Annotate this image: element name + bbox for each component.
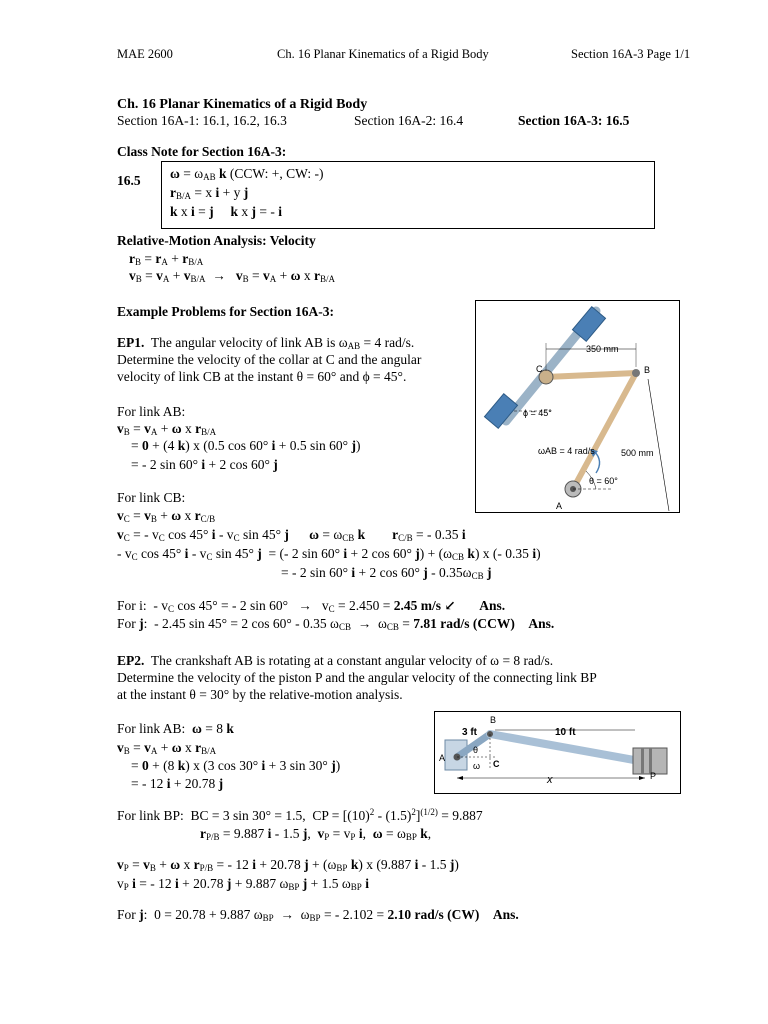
ep2-ab-eq2: = 0 + (8 k) x (3 cos 30° i + 3 sin 30° j) <box>131 758 341 773</box>
ep1-fig-label-a: A <box>556 501 563 511</box>
ep1-cb-eq3: - $v_C$ cos 45° i - $v_C$ sin 45° j = (- 2 sin 60° i + 2 cos 60° $j) + (\omega_{CB}$ k) x (- 0.35 i) <box>117 546 541 562</box>
ep1-fig-dim-500: 500 mm <box>621 448 654 458</box>
note-omega-line: $\omega = \omega_{AB}$ k (CCW: +, CW: -) <box>170 166 324 182</box>
ep1-line3: velocity of link CB at the instant θ = 60° and ϕ = 45°. <box>117 369 407 384</box>
ep1-cb-eq4: = - 2 sin 60° i + 2 cos 60° j - $0.35\omega_{CB}$ j <box>281 565 492 581</box>
ep1-cb-eq1: $v_C = v_B + \omega$ x $r_{C/B}$ <box>117 508 216 524</box>
rb-eq: $r_B = r_A + r_{B/A}$ <box>129 251 204 267</box>
header-left: MAE 2600 <box>117 47 173 61</box>
note-cross-line: k x i = j k x j = - i <box>170 204 283 219</box>
ep2-bp-line1: For link BP: BC = 3 sin 30° = 1.5, CP = $[(10)^2 - (1.5)^2]^{(1/2)} = 9.887$ <box>117 807 483 823</box>
vb-eq: $v_B = v_A + v_{B/A} \to v_B = v_A + \omega$ x $r_{B/A}$ <box>129 268 336 284</box>
ep1-answer-vc: 2.45 m/s <box>393 598 441 613</box>
header-right: Section 16A-3 Page 1/1 <box>571 47 691 61</box>
ep1-for-ab: For link AB: <box>117 404 186 419</box>
ep1-for-i: For i: - $v_C$ cos 45° = - 2 $\sin 60^\circ \to v_C = 2.450 = 2.45$ m/s ↙ Ans. <box>117 598 506 614</box>
ep2-line3: at the instant θ = 30° by the relative-motion analysis. <box>117 687 403 702</box>
ep1-fig-phi: ϕ = 45° <box>523 408 552 418</box>
ep1-figure <box>475 300 680 513</box>
note-rba-line: $r_{B/A} = x$ i + y j <box>170 185 249 201</box>
relative-motion-title: Relative-Motion Analysis: Velocity <box>117 233 316 248</box>
ep2-ab-eq1: $v_B = v_A + \omega$ x $r_{B/A}$ <box>117 740 217 756</box>
ep1-fig-dim-350: 350 mm <box>586 344 619 354</box>
ep1-ab-eq1: $v_B = v_A + \omega$ x $r_{B/A}$ <box>117 421 217 437</box>
ep1-for-j: For j: - 2.45 sin 45° = 2 cos 60° - 0.35 $\omega_{CB} \to \omega_{CB} = 7.81$ rad/s (CCW) Ans. <box>117 616 555 632</box>
ep2-for-ab: For link AB: ω = 8 k <box>117 721 234 736</box>
chapter-title: Ch. 16 Planar Kinematics of a Rigid Body <box>117 97 368 112</box>
ep1-fig-theta: θ = 60° <box>589 476 618 486</box>
section-16a2: Section 16A-2: 16.4 <box>354 113 464 128</box>
ep1-line1: EP1. The angular velocity of link AB is $\omega_{AB} = 4$ rad/s. <box>117 335 415 351</box>
ep2-fig-label-p: P <box>650 771 657 781</box>
ep1-ab-eq2: = 0 + (4 k) x (0.5 cos 60° i + 0.5 sin 60° j) <box>131 438 361 453</box>
ep2-fig-label-c: C <box>493 759 500 769</box>
section-16a1: Section 16A-1: 16.1, 16.2, 16.3 <box>117 113 287 128</box>
ep1-ab-eq3: = - 2 sin 60° i + 2 cos 60° j <box>131 457 278 472</box>
ep2-fig-omega: ω <box>473 761 481 771</box>
ep2-for-j: For j: 0 = 20.78 + 9.887 $\omega_{BP} \to \omega_{BP}$ = - 2.102 = 2.10 rad/s (CW) Ans. <box>117 907 519 923</box>
note-box-label: 16.5 <box>117 173 141 188</box>
examples-title: Example Problems for Section 16A-3: <box>117 304 334 319</box>
ep1-mechanism-diagram <box>476 301 679 512</box>
ep2-figure <box>434 711 681 794</box>
ep1-fig-label-c: C <box>536 364 543 374</box>
ep2-fig-label-a: A <box>439 753 446 763</box>
ep1-line2: Determine the velocity of the collar at C and the angular <box>117 352 422 367</box>
ep1-for-cb: For link CB: <box>117 490 186 505</box>
ep2-line1: EP2. The crankshaft AB is rotating at a constant angular velocity of ω = 8 rad/s. <box>117 653 554 668</box>
ep2-line2: Determine the velocity of the piston P and the angular velocity of the connecting link BP <box>117 670 597 685</box>
ep2-fig-dim-3ft: 3 ft <box>462 727 477 738</box>
ep2-fig-theta: θ <box>473 745 479 755</box>
ep2-vp-eq2: $v_P$ i = - 12 i + 20.78 j + 9.887 $\omega_{BP}$ j + 1.5 $\omega_{BP}$ i <box>117 876 369 892</box>
ep2-fig-label-b: B <box>490 715 497 725</box>
ep2-fig-x: x <box>547 774 553 786</box>
ep2-fig-dim-10ft: 10 ft <box>555 727 576 738</box>
ep2-vp-eq1: $v_P = v_B + \omega$ x $r_{P/B}$ = - 12 i + 20.78 $j + (\omega_{BP}$ k) x (9.887 i - 1.5 j) <box>117 857 459 873</box>
section-16a3: Section 16A-3: 16.5 <box>518 113 630 128</box>
ep2-ab-eq3: = - 12 i + 20.78 j <box>131 776 224 791</box>
ep1-fig-omega: ωAB = 4 rad/s <box>538 446 595 456</box>
ep1-cb-eq2: $v_C$ = - $v_C$ cos 45° i - $v_C$ sin 45° j $\omega = \omega_{CB}$ k $r_{C/B}$ = - 0.35 i <box>117 527 466 543</box>
header-center: Ch. 16 Planar Kinematics of a Rigid Body <box>277 47 489 61</box>
class-note-title: Class Note for Section 16A-3: <box>117 144 287 159</box>
ep2-bp-line2: $r_{P/B} = 9.887$ i - 1.5 j, $v_P = v_P$ i, $\omega = \omega_{BP}$ k, <box>200 826 432 842</box>
ep1-fig-label-b: B <box>644 365 651 375</box>
ep1-answer-wcb: 7.81 rad/s (CCW) <box>413 616 515 631</box>
ep2-answer-wbp: 2.10 rad/s (CW) <box>387 907 480 922</box>
